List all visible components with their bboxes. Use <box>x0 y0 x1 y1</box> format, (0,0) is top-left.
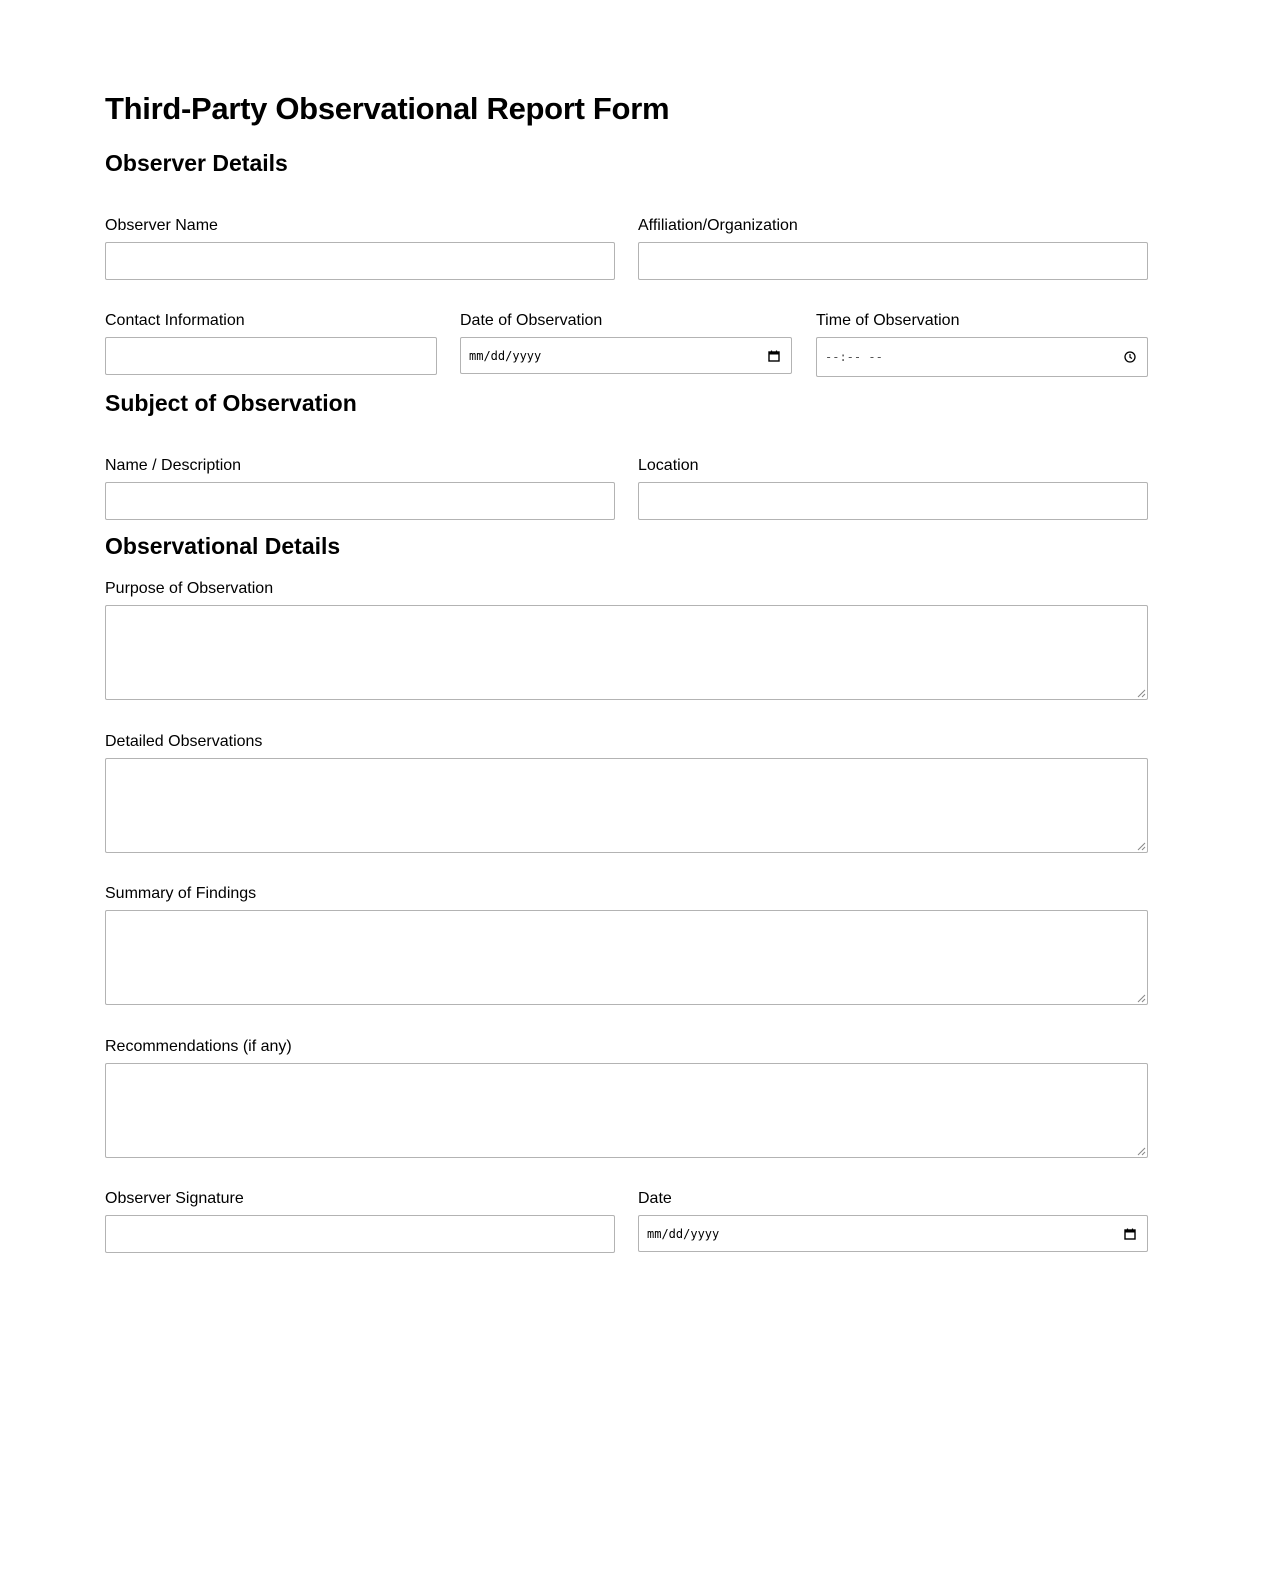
time-placeholder: --:-- -- <box>825 350 883 364</box>
resize-grip-icon[interactable] <box>1137 1147 1146 1156</box>
contact-information-label: Contact Information <box>105 312 245 329</box>
location-input[interactable] <box>638 482 1148 520</box>
observer-signature-input[interactable] <box>105 1215 615 1253</box>
calendar-icon[interactable] <box>767 349 781 363</box>
resize-grip-icon[interactable] <box>1137 689 1146 698</box>
detailed-observations-textarea[interactable] <box>105 758 1148 853</box>
detailed-observations-label: Detailed Observations <box>105 733 263 750</box>
observer-name-label: Observer Name <box>105 217 218 234</box>
form-title: Third-Party Observational Report Form <box>105 91 670 126</box>
subject-name-label: Name / Description <box>105 457 242 474</box>
purpose-label: Purpose of Observation <box>105 580 274 597</box>
purpose-textarea[interactable] <box>105 605 1148 700</box>
signature-date-input[interactable] <box>638 1215 1148 1252</box>
time-of-observation-label: Time of Observation <box>816 312 960 329</box>
contact-information-input[interactable] <box>105 337 437 375</box>
section-heading-observer-details: Observer Details <box>105 150 288 176</box>
section-heading-observational-details: Observational Details <box>105 533 341 559</box>
signature-date-label: Date <box>638 1190 672 1207</box>
section-heading-subject: Subject of Observation <box>105 390 357 416</box>
summary-textarea[interactable] <box>105 910 1148 1005</box>
recommendations-textarea[interactable] <box>105 1063 1148 1158</box>
date-placeholder: mm/dd/yyyy <box>469 348 542 363</box>
clock-icon[interactable] <box>1123 350 1137 364</box>
summary-label: Summary of Findings <box>105 885 257 902</box>
observer-name-input[interactable] <box>105 242 615 280</box>
calendar-icon[interactable] <box>1123 1227 1137 1241</box>
date-of-observation-label: Date of Observation <box>460 312 603 329</box>
date-of-observation-input[interactable] <box>460 337 792 374</box>
resize-grip-icon[interactable] <box>1137 842 1146 851</box>
resize-grip-icon[interactable] <box>1137 994 1146 1003</box>
observer-signature-label: Observer Signature <box>105 1190 244 1207</box>
affiliation-input[interactable] <box>638 242 1148 280</box>
recommendations-label: Recommendations (if any) <box>105 1038 292 1055</box>
date-placeholder: mm/dd/yyyy <box>647 1226 720 1241</box>
subject-name-input[interactable] <box>105 482 615 520</box>
time-of-observation-input[interactable] <box>816 337 1148 377</box>
affiliation-label: Affiliation/Organization <box>638 217 798 234</box>
location-label: Location <box>638 457 699 474</box>
